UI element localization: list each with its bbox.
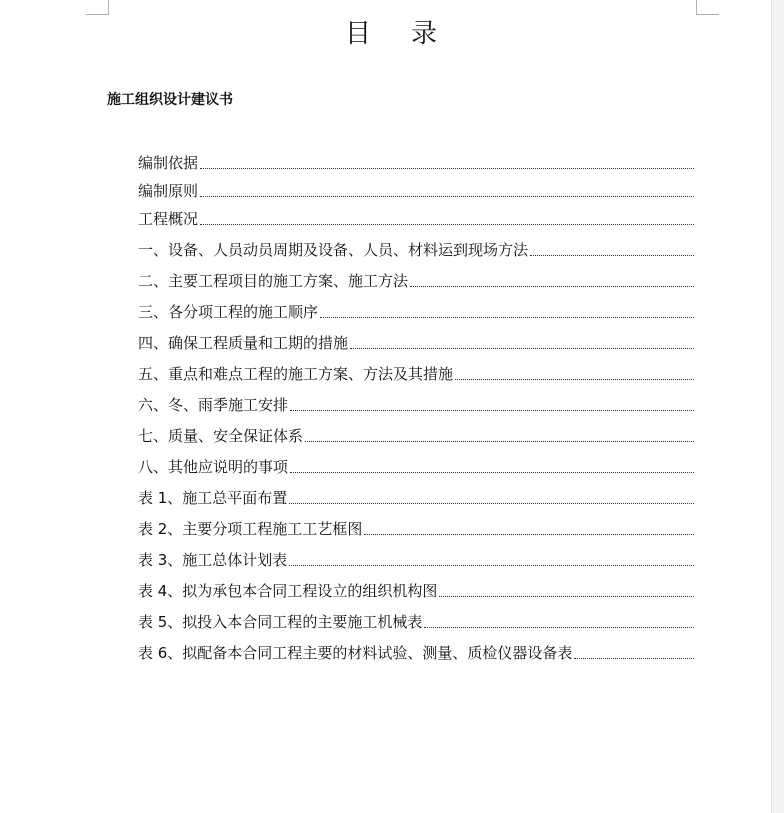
toc-entry[interactable] <box>138 260 694 291</box>
toc-entry[interactable] <box>138 201 694 229</box>
toc-entry[interactable] <box>138 477 694 508</box>
toc-entry[interactable] <box>138 384 694 415</box>
toc-entry-label: 编制依据 <box>138 154 199 172</box>
toc-entry-label: 六、冬、雨季施工安排 <box>138 396 289 414</box>
toc-entry[interactable] <box>138 601 694 632</box>
toc-entry[interactable] <box>138 446 694 477</box>
page-title <box>0 16 784 52</box>
title-char-1: 目 <box>344 19 373 49</box>
toc-entry-label: 表 4、拟为承包本合同工程设立的组织机构图 <box>138 582 438 600</box>
toc-entry[interactable] <box>138 508 694 539</box>
toc-dot-leader <box>439 595 694 597</box>
toc-dot-leader <box>305 440 694 442</box>
toc-entry[interactable] <box>138 415 694 446</box>
toc-entry[interactable] <box>138 291 694 322</box>
toc-dot-leader <box>290 409 694 411</box>
toc-entry-label: 一、设备、人员动员周期及设备、人员、材料运到现场方法 <box>138 241 529 259</box>
toc-entry[interactable] <box>138 570 694 601</box>
toc-entry-label: 表 1、施工总平面布置 <box>138 489 288 507</box>
toc-entry[interactable] <box>138 632 694 663</box>
toc-dot-leader <box>364 533 694 535</box>
toc-entry[interactable] <box>138 173 694 201</box>
toc-entry[interactable] <box>138 229 694 260</box>
toc-entry-label: 三、各分项工程的施工顺序 <box>138 303 319 321</box>
toc-entry-label: 八、其他应说明的事项 <box>138 458 289 476</box>
toc-dot-leader <box>200 223 694 225</box>
toc-entry[interactable] <box>138 322 694 353</box>
toc-dot-leader <box>290 471 694 473</box>
crop-mark-top-right <box>696 0 719 15</box>
toc-dot-leader <box>320 316 694 318</box>
toc-dot-leader <box>289 502 694 504</box>
toc-entry-label: 二、主要工程项目的施工方案、施工方法 <box>138 272 409 290</box>
toc-entry-label: 四、确保工程质量和工期的措施 <box>138 334 349 352</box>
toc-entry-label: 工程概况 <box>138 210 199 228</box>
toc-entry[interactable] <box>138 145 694 173</box>
toc-entry-label: 编制原则 <box>138 182 199 200</box>
toc-dot-leader <box>200 167 694 169</box>
toc-dot-leader <box>289 564 694 566</box>
toc-entry-label: 五、重点和难点工程的施工方案、方法及其措施 <box>138 365 454 383</box>
crop-mark-top-left <box>86 0 109 15</box>
toc-dot-leader <box>200 195 694 197</box>
document-subtitle: 施工组织设计建议书 <box>107 92 233 108</box>
toc-entry-label: 表 3、施工总体计划表 <box>138 551 288 569</box>
toc-dot-leader <box>410 285 694 287</box>
toc-dot-leader <box>574 657 694 659</box>
table-of-contents <box>138 145 694 663</box>
toc-dot-leader <box>455 378 694 380</box>
title-char-2: 录 <box>411 19 440 49</box>
toc-entry[interactable] <box>138 353 694 384</box>
toc-entry-label: 表 5、拟投入本合同工程的主要施工机械表 <box>138 613 423 631</box>
toc-entry[interactable] <box>138 539 694 570</box>
toc-entry-label: 表 6、拟配备本合同工程主要的材料试验、测量、质检仪器设备表 <box>138 644 573 662</box>
toc-dot-leader <box>350 347 694 349</box>
toc-entry-label: 表 2、主要分项工程施工工艺框图 <box>138 520 363 538</box>
toc-dot-leader <box>424 626 694 628</box>
toc-entry-label: 七、质量、安全保证体系 <box>138 427 304 445</box>
page-edge <box>771 0 784 813</box>
toc-dot-leader <box>530 254 694 256</box>
